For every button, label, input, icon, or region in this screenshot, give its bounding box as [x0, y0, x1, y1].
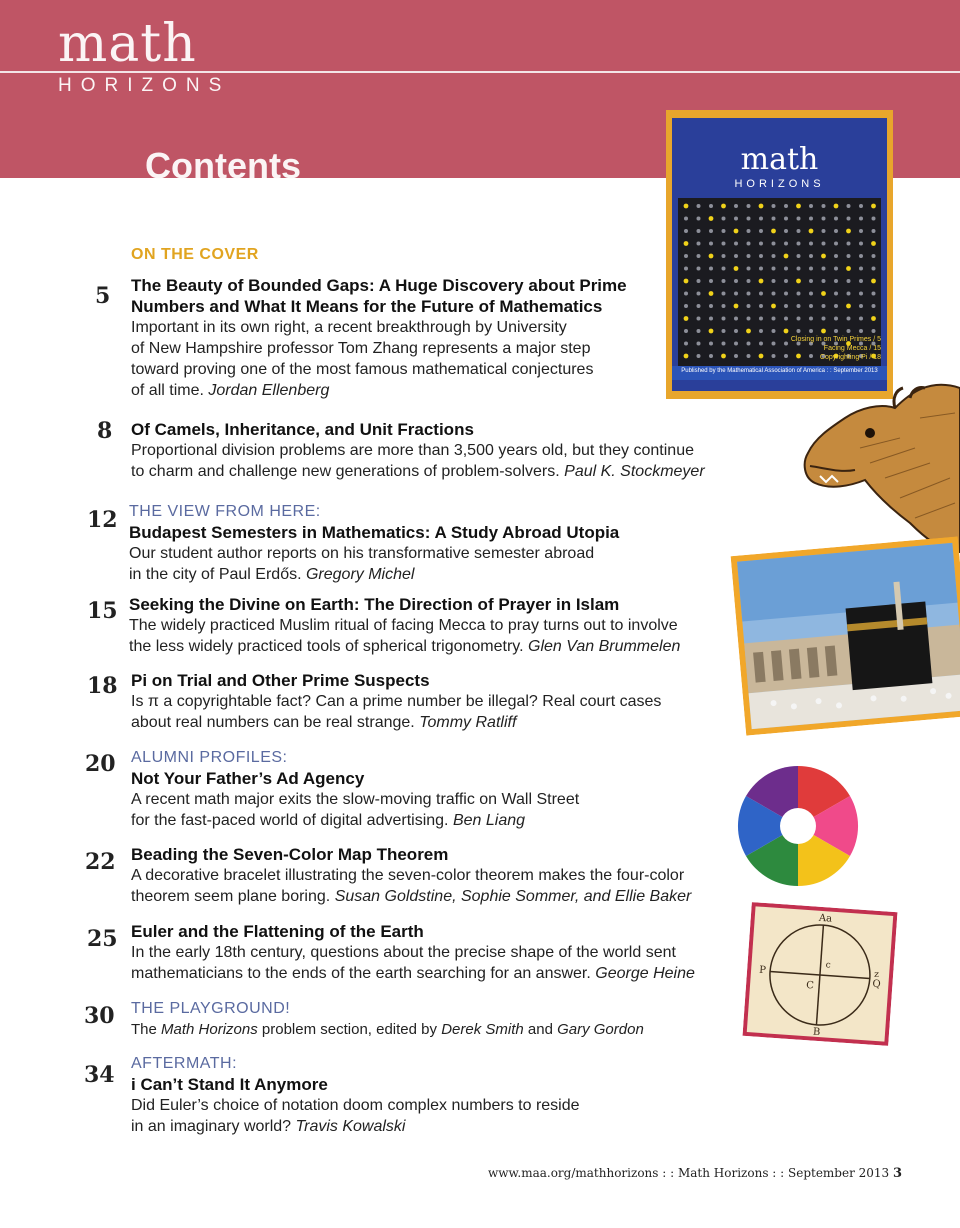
cover-dot	[734, 292, 738, 296]
cover-dot	[847, 204, 851, 208]
cover-dot	[697, 267, 701, 271]
cover-dot	[759, 317, 763, 321]
entry-description: theorem seem plane boring.	[131, 888, 331, 905]
cover-dot	[747, 229, 751, 233]
cover-dot	[859, 254, 863, 258]
playground-text: The	[131, 1021, 157, 1038]
cover-dot	[859, 242, 863, 246]
cover-dot	[684, 254, 688, 258]
playground-editor: Derek Smith	[441, 1021, 524, 1038]
cover-dot	[859, 317, 863, 321]
playground-magazine: Math Horizons	[161, 1021, 258, 1038]
entry-description: Is π a copyrightable fact? Can a prime number be illegal? Real court cases	[131, 693, 662, 710]
cover-dot	[846, 229, 851, 234]
cover-logo-horizons: HORIZONS	[734, 178, 825, 190]
cover-dot	[721, 354, 726, 359]
toc-entry[interactable]	[131, 747, 691, 831]
cover-dot	[834, 267, 838, 271]
cover-dot	[797, 229, 801, 233]
cover-dot	[797, 329, 801, 333]
cover-dot	[697, 304, 701, 308]
entry-title: Numbers and What It Means for the Future of Mathematics	[131, 297, 603, 316]
entry-author: Gregory Michel	[305, 566, 415, 583]
cover-dot	[784, 204, 788, 208]
cover-dot	[697, 317, 701, 321]
cover-dot	[834, 279, 838, 283]
cover-dot	[709, 279, 713, 283]
cover-dot	[697, 279, 701, 283]
footer-text: www.maa.org/mathhorizons : : Math Horizons : : September 2013	[488, 1166, 890, 1180]
cover-headline: Facing Mecca / 15	[823, 345, 881, 352]
cover-dot	[797, 304, 801, 308]
cover-dot	[697, 204, 701, 208]
toc-entry[interactable]	[131, 844, 751, 907]
cover-dot	[684, 267, 688, 271]
entry-description: of all time.	[131, 382, 204, 399]
cover-dot	[772, 267, 776, 271]
cover-dot	[747, 304, 751, 308]
entry-description: for the fast-paced world of digital advertising.	[131, 812, 449, 829]
cover-dot	[722, 254, 726, 258]
figure-label-b: B	[812, 1026, 821, 1039]
cover-dot	[684, 329, 688, 333]
toc-entry[interactable]	[131, 998, 691, 1040]
cover-dot	[809, 279, 813, 283]
cover-dot	[784, 342, 788, 346]
cover-dot	[746, 329, 751, 334]
page-number: 22	[85, 849, 116, 875]
cover-dot	[822, 204, 826, 208]
cover-dot	[734, 266, 739, 271]
entry-description: in an imaginary world?	[131, 1118, 292, 1135]
cover-dot	[734, 304, 739, 309]
cover-dot	[847, 242, 851, 246]
cover-dot	[796, 279, 801, 284]
cover-dot	[759, 267, 763, 271]
cover-dot	[784, 292, 788, 296]
cover-dot	[709, 317, 713, 321]
cover-dot	[859, 217, 863, 221]
kaaba-photo	[731, 536, 960, 735]
cover-dot	[871, 279, 876, 284]
cover-dot	[734, 342, 738, 346]
cover-dot	[759, 229, 763, 233]
cover-dot	[772, 317, 776, 321]
page-number: 34	[84, 1062, 115, 1088]
page-number: 18	[87, 673, 118, 699]
cover-dot	[809, 317, 813, 321]
cover-dot	[809, 217, 813, 221]
cover-dot	[747, 317, 751, 321]
logo-horizons: HORIZONS	[58, 75, 231, 96]
cover-dot	[722, 217, 726, 221]
cover-dot	[722, 329, 726, 333]
page-title: Contents	[145, 145, 301, 186]
footer-page-number: 3	[893, 1166, 903, 1181]
cover-dot	[709, 267, 713, 271]
page-footer	[488, 1166, 902, 1181]
cover-dot	[709, 216, 714, 221]
section-label: AFTERMATH:	[131, 1055, 238, 1072]
cover-dot	[697, 329, 701, 333]
logo-math: math	[58, 14, 197, 74]
cover-dot	[722, 279, 726, 283]
cover-dot	[772, 204, 776, 208]
cover-dot	[822, 229, 826, 233]
entry-title: Seeking the Divine on Earth: The Direction of Prayer in Islam	[129, 595, 620, 614]
entry-title: i Can’t Stand It Anymore	[131, 1075, 328, 1094]
cover-dot	[847, 329, 851, 333]
entry-description: mathematicians to the ends of the earth searching for an answer.	[131, 965, 591, 982]
cover-dot	[834, 292, 838, 296]
cover-dot	[834, 317, 838, 321]
cover-dot	[759, 354, 764, 359]
section-label: THE VIEW FROM HERE:	[129, 503, 321, 520]
entry-title: Beading the Seven-Color Map Theorem	[131, 845, 449, 864]
cover-dot	[697, 342, 701, 346]
page-number: 15	[87, 598, 118, 624]
cover-dot	[772, 254, 776, 258]
cover-dot	[809, 204, 813, 208]
cover-dot	[872, 329, 876, 333]
entry-author: Ben Liang	[452, 812, 526, 829]
cover-dot	[872, 217, 876, 221]
cover-dot	[834, 329, 838, 333]
camel-image	[800, 378, 960, 553]
cover-dot	[709, 342, 713, 346]
section-label: ON THE COVER	[131, 246, 259, 263]
cover-dot	[697, 217, 701, 221]
cover-dot	[697, 242, 701, 246]
cover-dot	[809, 329, 813, 333]
cover-dot	[809, 242, 813, 246]
cover-dot	[759, 217, 763, 221]
toc-entry[interactable]	[131, 921, 751, 984]
entry-author: Glen Van Brummelen	[528, 638, 681, 655]
cover-dot	[771, 304, 776, 309]
cover-dot	[759, 304, 763, 308]
cover-dot	[797, 317, 801, 321]
entry-description: in the city of Paul Erdős.	[129, 566, 302, 583]
cover-dot	[709, 204, 713, 208]
cover-dot	[759, 342, 763, 346]
cover-dot	[734, 354, 738, 358]
entry-title: Not Your Father’s Ad Agency	[131, 769, 365, 788]
cover-dot	[684, 342, 688, 346]
cover-dot	[872, 229, 876, 233]
cover-dot	[784, 354, 788, 358]
cover-dot	[859, 292, 863, 296]
figure-label-small-c: c	[825, 960, 831, 971]
entry-title: Of Camels, Inheritance, and Unit Fractions	[131, 420, 474, 439]
cover-dot	[784, 279, 788, 283]
cover-dot	[734, 279, 738, 283]
cover-dot	[796, 204, 801, 209]
cover-dot	[859, 267, 863, 271]
section-label: ALUMNI PROFILES:	[131, 749, 288, 766]
cover-dot	[872, 254, 876, 258]
cover-dot	[871, 241, 876, 246]
toc-entry[interactable]	[131, 1053, 691, 1137]
entry-author: Travis Kowalski	[295, 1118, 406, 1135]
cover-dot	[709, 304, 713, 308]
cover-dot	[822, 267, 826, 271]
cover-dot	[759, 204, 764, 209]
cover-dot	[697, 354, 701, 358]
entry-title: The Beauty of Bounded Gaps: A Huge Discovery about Prime	[131, 276, 627, 295]
cover-dot	[871, 204, 876, 209]
page-number: 8	[97, 418, 113, 444]
cover-dot	[684, 304, 688, 308]
cover-dot	[797, 217, 801, 221]
section-label: THE PLAYGROUND!	[131, 1000, 291, 1017]
toc-entry[interactable]	[131, 670, 731, 733]
cover-image	[666, 110, 893, 399]
cover-dot	[709, 229, 713, 233]
cover-dot	[821, 329, 826, 334]
entry-description: of New Hampshire professor Tom Zhang represents a major step	[131, 340, 591, 357]
cover-dot	[809, 267, 813, 271]
cover-dot	[784, 217, 788, 221]
cover-dot	[684, 217, 688, 221]
cover-dot	[822, 242, 826, 246]
cover-dot	[772, 354, 776, 358]
cover-dot	[722, 267, 726, 271]
cover-dot	[809, 304, 813, 308]
figure-label-q: Q	[872, 978, 881, 991]
cover-dot	[809, 229, 814, 234]
cover-dot	[859, 329, 863, 333]
cover-dot	[772, 329, 776, 333]
cover-dot	[684, 354, 689, 359]
cover-dot	[834, 204, 839, 209]
entry-author: Susan Goldstine, Sophie Sommer, and Ellie Baker	[334, 888, 692, 905]
figure-label-a: Aa	[818, 912, 833, 925]
cover-dot	[747, 279, 751, 283]
figure-label-z: z	[873, 969, 880, 981]
cover-dot	[697, 229, 701, 233]
cover-dot	[684, 316, 689, 321]
cover-dot	[734, 229, 739, 234]
entry-title: Budapest Semesters in Mathematics: A Study Abroad Utopia	[129, 523, 620, 542]
toc-entry[interactable]	[129, 501, 689, 585]
cover-dot	[747, 217, 751, 221]
page-number: 30	[84, 1003, 115, 1029]
entry-description: toward proving one of the most famous mathematical conjectures	[131, 361, 594, 378]
playground-text: and	[527, 1021, 553, 1038]
cover-dot	[709, 254, 714, 259]
cover-dot	[747, 242, 751, 246]
cover-dot	[722, 229, 726, 233]
cover-headlines	[791, 335, 881, 362]
entry-description: Did Euler’s choice of notation doom complex numbers to reside	[131, 1097, 580, 1114]
cover-dot	[846, 266, 851, 271]
cover-dot	[722, 317, 726, 321]
page-number: 20	[85, 751, 116, 777]
entry-description: to charm and challenge new generations of problem-solvers.	[131, 463, 560, 480]
cover-dot	[797, 242, 801, 246]
cover-dot	[734, 217, 738, 221]
cover-dot	[872, 292, 876, 296]
cover-dot	[759, 329, 763, 333]
cover-dot	[834, 242, 838, 246]
cover-inner	[672, 118, 887, 391]
cover-dot	[834, 254, 838, 258]
cover-dot	[709, 242, 713, 246]
cover-dot	[834, 217, 838, 221]
cover-dot	[734, 317, 738, 321]
cover-dot	[847, 279, 851, 283]
entry-description: the less widely practiced tools of spherical trigonometry.	[129, 638, 524, 655]
entry-description: about real numbers can be real strange.	[131, 714, 415, 731]
cover-dot	[759, 242, 763, 246]
cover-dot	[822, 217, 826, 221]
cover-dot	[734, 254, 738, 258]
cover-dot	[784, 267, 788, 271]
cover-dot	[722, 342, 726, 346]
cover-dot	[847, 254, 851, 258]
cover-dot	[772, 217, 776, 221]
cover-dot	[747, 204, 751, 208]
cover-dot	[722, 304, 726, 308]
entry-author: George Heine	[595, 965, 695, 982]
cover-dot	[859, 279, 863, 283]
playground-text: problem section, edited by	[261, 1021, 438, 1038]
cover-dot	[784, 242, 788, 246]
cover-dot	[846, 304, 851, 309]
cover-footer-text: Published by the Mathematical Association of America : : September 2013	[681, 368, 878, 374]
cover-dot	[772, 342, 776, 346]
cover-dot	[859, 229, 863, 233]
cover-dot	[784, 329, 789, 334]
entry-description: In the early 18th century, questions about the precise shape of the world sent	[131, 944, 676, 961]
cover-dot	[759, 254, 763, 258]
cover-dot	[697, 292, 701, 296]
cover-dot	[859, 304, 863, 308]
cover-dot	[709, 354, 713, 358]
cover-dot	[709, 291, 714, 296]
entry-description: The widely practiced Muslim ritual of facing Mecca to pray turns out to involve	[129, 617, 678, 634]
cover-dot	[684, 229, 688, 233]
cover-dot	[772, 292, 776, 296]
entry-author: Paul K. Stockmeyer	[564, 463, 705, 480]
cover-dot	[747, 292, 751, 296]
cover-dot	[872, 304, 876, 308]
entry-description: Our student author reports on his transformative semester abroad	[129, 545, 595, 562]
cover-dot	[684, 204, 689, 209]
cover-dot	[821, 291, 826, 296]
cover-dot	[847, 217, 851, 221]
cover-dot	[734, 204, 738, 208]
cover-dot	[809, 254, 813, 258]
cover-headline: Closing in on Twin Primes / 5	[790, 336, 881, 343]
cover-dot	[871, 316, 876, 321]
cover-dot	[784, 304, 788, 308]
entry-description: A decorative bracelet illustrating the seven-color theorem makes the four-color	[131, 867, 685, 884]
cover-dot	[772, 242, 776, 246]
cover-dot	[684, 279, 689, 284]
bracelet-image	[734, 762, 862, 890]
playground-editor: Gary Gordon	[557, 1021, 644, 1038]
cover-dot	[784, 229, 788, 233]
entry-title: Pi on Trial and Other Prime Suspects	[131, 671, 430, 690]
entry-author: Jordan Ellenberg	[208, 382, 330, 399]
figure-label-c: C	[805, 980, 815, 992]
cover-dot	[684, 241, 689, 246]
entry-title: Euler and the Flattening of the Earth	[131, 922, 424, 941]
cover-dot	[759, 292, 763, 296]
cover-headline: Copyrighting Pi / 18	[819, 354, 881, 361]
cover-dot	[834, 229, 838, 233]
cover-dot	[822, 317, 826, 321]
cover-dot	[722, 242, 726, 246]
cover-dot	[771, 229, 776, 234]
cover-dot	[797, 292, 801, 296]
entry-description: Important in its own right, a recent breakthrough by University	[131, 319, 567, 336]
cover-dot	[734, 329, 738, 333]
cover-dot	[734, 242, 738, 246]
cover-dot	[784, 254, 789, 259]
cover-dot	[772, 279, 776, 283]
cover-dot	[847, 317, 851, 321]
cover-dot	[872, 267, 876, 271]
cover-dot	[847, 292, 851, 296]
cover-dot	[747, 354, 751, 358]
cover-dot	[859, 204, 863, 208]
cover-dot	[797, 267, 801, 271]
cover-logo-math: math	[740, 142, 819, 177]
cover-dot	[721, 204, 726, 209]
entry-author: Tommy Ratliff	[419, 714, 517, 731]
cover-dot	[747, 267, 751, 271]
cover-dot	[747, 254, 751, 258]
page-number: 5	[95, 283, 111, 309]
cover-dot	[709, 329, 714, 334]
figure-label-p: P	[758, 964, 767, 977]
cover-dot	[722, 292, 726, 296]
cover-dot	[697, 254, 701, 258]
cover-dot	[834, 304, 838, 308]
cover-dot	[797, 254, 801, 258]
cover-dot	[747, 342, 751, 346]
toc-entry[interactable]	[131, 244, 651, 401]
entry-description: Proportional division problems are more than 3,500 years old, but they continue	[131, 442, 694, 459]
cover-dot	[759, 279, 764, 284]
toc-entry[interactable]	[129, 594, 749, 657]
cover-dot	[821, 254, 826, 259]
cover-dot	[809, 292, 813, 296]
page-number: 25	[87, 926, 118, 952]
page-number: 12	[87, 507, 118, 533]
cover-dot	[822, 304, 826, 308]
euler-figure	[743, 902, 898, 1046]
cover-dot	[784, 317, 788, 321]
entry-description: A recent math major exits the slow-moving traffic on Wall Street	[131, 791, 580, 808]
cover-dot	[684, 292, 688, 296]
cover-dot	[822, 279, 826, 283]
toc-entry[interactable]	[131, 419, 751, 482]
